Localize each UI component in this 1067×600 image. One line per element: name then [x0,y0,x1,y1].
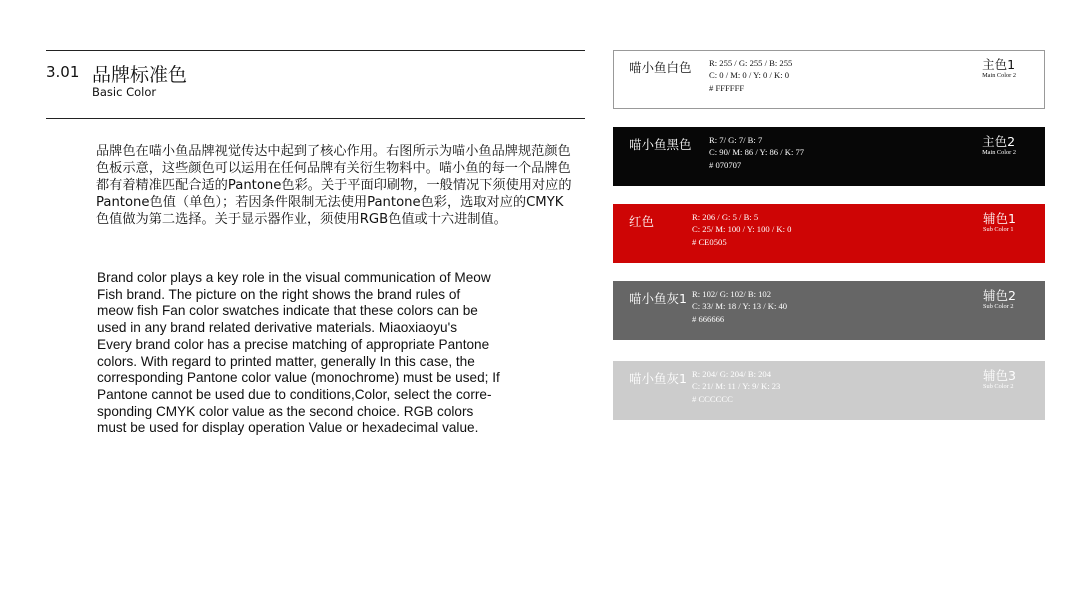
swatch-name: 喵小鱼白色 [629,60,692,75]
swatch-role [983,288,1016,311]
swatch-cmyk: C: 25/ M: 100 / Y: 100 / K: 0 [692,224,792,235]
swatch-name: 喵小鱼灰1 [629,291,687,306]
swatch-role-en: Main Color 2 [982,72,1016,79]
swatch-white [613,50,1045,109]
swatch-cmyk: C: 90/ M: 86 / Y: 86 / K: 77 [709,147,805,158]
header-bottom-rule [46,118,585,119]
swatch-role-en: Sub Color 2 [983,383,1014,390]
swatch-rgb: R: 255 / G: 255 / B: 255 [709,58,793,68]
swatch-role-zh: 辅色2 [983,288,1016,303]
swatch-role-en: Sub Color 2 [983,303,1014,310]
description-chinese: 品牌色在喵小鱼品牌视觉传达中起到了核心作用。右图所示为喵小鱼品牌规范颜色色板示意，这些颜色可以运用在任何品牌有关衍生物料中。喵小鱼的每一个品牌色都有着精准匹配合适的Pantone色彩。关于平面印刷物，一般情况下须使用对应的Pantone色值（单色）；若因条件限制无法使用Pantone色彩，选取对应的CMYK色值做为第二选择。关于显示器作业，须使用RGB色值或十六进制值。 [96,144,572,227]
swatch-gray-light [613,361,1045,420]
swatch-rgb: R: 204/ G: 204/ B: 204 [692,369,772,379]
swatch-role-zh: 主色2 [982,134,1016,149]
header-top-rule [46,50,585,51]
swatch-role [983,368,1016,391]
swatch-values [709,57,792,94]
swatch-cmyk: C: 0 / M: 0 / Y: 0 / K: 0 [709,70,790,81]
swatch-hex: # CE0505 [692,236,727,247]
swatch-black [613,127,1045,186]
swatch-role [982,57,1016,80]
swatch-role-zh: 辅色1 [983,211,1016,226]
swatch-name: 红色 [629,214,655,229]
swatch-hex: # 070707 [709,159,742,170]
swatch-red [613,204,1045,263]
swatch-role [983,211,1016,234]
swatch-role-en: Main Color 2 [982,149,1016,156]
swatch-rgb: R: 102/ G: 102/ B: 102 [692,289,772,299]
description-english: Brand color plays a key role in the visual communication of Meow Fish brand. The picture on the right shows the brand rules of meow fish Fan color swatches indicate that these colors can be used in any brand related derivative materials. Miaoxiaoyu's Every brand color has a precise matching of appropriate Pantone colors. With regard to printed matter, generally In this case, the corresponding Pantone color value (monochrome) must be used; If Pantone cannot be used due to conditions,Color, select the corre- sponding CMYK color value as the second choice. RGB colors must be used for display operation Value or hexadecimal value. [97,270,500,436]
swatch-values [692,368,780,405]
page-subtitle: Basic Color [92,85,157,99]
section-number: 3.01 [46,63,80,81]
swatch-rgb: R: 7/ G: 7/ B: 7 [709,135,763,145]
swatch-rgb: R: 206 / G: 5 / B: 5 [692,212,759,222]
swatch-role-en: Sub Color 1 [983,226,1014,233]
swatch-values [692,288,787,325]
swatch-name: 喵小鱼黑色 [629,137,692,152]
page-title: 品牌标准色 [92,64,188,86]
swatch-cmyk: C: 33/ M: 18 / Y: 13 / K: 40 [692,301,788,312]
swatch-cmyk: C: 21/ M: 11 / Y: 9/ K: 23 [692,381,781,392]
swatch-values [709,134,804,171]
swatch-name: 喵小鱼灰1 [629,371,687,386]
swatch-hex: # 666666 [692,313,725,324]
swatch-hex: # CCCCCC [692,393,733,404]
swatch-hex: # FFFFFF [709,82,745,93]
swatch-role-zh: 辅色3 [983,368,1016,383]
swatch-role-zh: 主色1 [982,57,1016,72]
swatch-role [982,134,1016,157]
swatch-values [692,211,791,248]
swatch-gray-dark [613,281,1045,340]
